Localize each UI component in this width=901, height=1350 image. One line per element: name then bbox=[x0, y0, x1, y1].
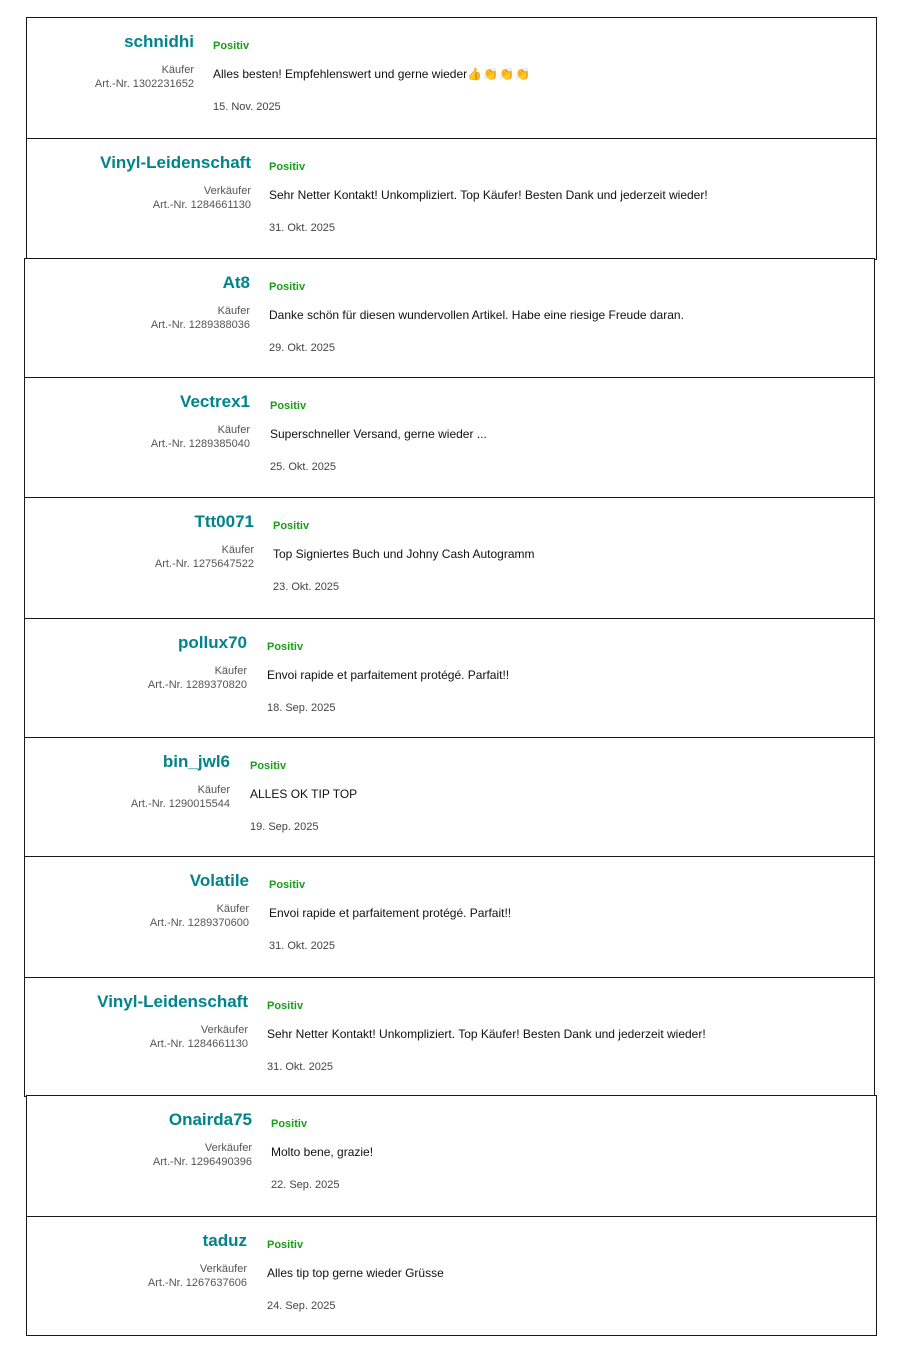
article-number: Art.-Nr. 1289370600 bbox=[149, 917, 249, 929]
user-role: Käufer bbox=[161, 64, 194, 76]
username-link[interactable]: Onairda75 bbox=[168, 1110, 252, 1129]
thumbs-clap-emoji-icon: 👍👏👏👏 bbox=[467, 67, 531, 81]
rating-badge: Positiv bbox=[250, 760, 287, 772]
feedback-card bbox=[24, 497, 875, 620]
username-link[interactable]: Vectrex1 bbox=[180, 392, 250, 411]
username-link[interactable]: Ttt0071 bbox=[194, 512, 254, 531]
feedback-card bbox=[24, 737, 875, 858]
feedback-date: 15. Nov. 2025 bbox=[213, 101, 281, 113]
feedback-date: 24. Sep. 2025 bbox=[267, 1300, 336, 1312]
username-link[interactable]: At8 bbox=[222, 273, 250, 292]
rating-badge: Positiv bbox=[213, 40, 250, 52]
user-role: Käufer bbox=[221, 544, 254, 556]
feedback-card bbox=[26, 1095, 877, 1218]
feedback-date: 19. Sep. 2025 bbox=[250, 821, 319, 833]
article-number: Art.-Nr. 1275647522 bbox=[154, 558, 254, 570]
username-link[interactable]: Volatile bbox=[189, 871, 249, 890]
feedback-card bbox=[26, 17, 877, 139]
article-number: Art.-Nr. 1296490396 bbox=[152, 1156, 252, 1168]
feedback-card bbox=[24, 377, 875, 499]
feedback-card bbox=[26, 138, 877, 260]
feedback-date: 29. Okt. 2025 bbox=[269, 342, 336, 354]
user-role: Verkäufer bbox=[204, 1142, 252, 1154]
article-number: Art.-Nr. 1302231652 bbox=[94, 78, 194, 90]
article-number: Art.-Nr. 1284661130 bbox=[149, 1038, 248, 1050]
feedback-comment: Sehr Netter Kontakt! Unkompliziert. Top Käufer! Besten Dank und jederzeit wieder! bbox=[267, 1027, 706, 1041]
username-link[interactable]: schnidhi bbox=[124, 32, 194, 51]
feedback-card bbox=[24, 618, 875, 739]
feedback-comment-text: Alles besten! Empfehlenswert und gerne wieder bbox=[213, 67, 468, 81]
article-number: Art.-Nr. 1290015544 bbox=[130, 798, 230, 810]
feedback-comment: ALLES OK TIP TOP bbox=[250, 787, 358, 801]
feedback-comment: Alles tip top gerne wieder Grüsse bbox=[267, 1266, 444, 1280]
feedback-comment: Top Signiertes Buch und Johny Cash Autogramm bbox=[273, 547, 535, 561]
feedback-comment: Molto bene, grazie! bbox=[271, 1145, 374, 1159]
article-number: Art.-Nr. 1289388036 bbox=[150, 319, 250, 331]
rating-badge: Positiv bbox=[269, 879, 306, 891]
username-link[interactable]: Vinyl-Leidenschaft bbox=[100, 153, 251, 172]
feedback-date: 25. Okt. 2025 bbox=[270, 461, 337, 473]
feedback-comment: Superschneller Versand, gerne wieder ... bbox=[270, 427, 487, 441]
rating-badge: Positiv bbox=[269, 161, 306, 173]
feedback-card bbox=[24, 977, 875, 1097]
feedback-comment: Sehr Netter Kontakt! Unkompliziert. Top Käufer! Besten Dank und jederzeit wieder! bbox=[269, 188, 708, 202]
article-number: Art.-Nr. 1284661130 bbox=[152, 199, 251, 211]
user-role: Käufer bbox=[217, 424, 250, 436]
user-role: Käufer bbox=[217, 305, 250, 317]
user-role: Käufer bbox=[216, 903, 249, 915]
feedback-date: 31. Okt. 2025 bbox=[269, 940, 336, 952]
feedback-card bbox=[24, 258, 875, 379]
feedback-date: 31. Okt. 2025 bbox=[267, 1061, 334, 1073]
feedback-comment: Envoi rapide et parfaitement protégé. Parfait!! bbox=[267, 668, 510, 682]
username-link[interactable]: taduz bbox=[202, 1231, 247, 1250]
feedback-date: 18. Sep. 2025 bbox=[267, 702, 336, 714]
article-number: Art.-Nr. 1267637606 bbox=[147, 1277, 247, 1289]
user-role: Verkäufer bbox=[199, 1263, 247, 1275]
feedback-date: 22. Sep. 2025 bbox=[271, 1179, 340, 1191]
feedback-comment: Danke schön für diesen wundervollen Artikel. Habe eine riesige Freude daran. bbox=[269, 308, 684, 322]
rating-badge: Positiv bbox=[267, 641, 304, 653]
feedback-card bbox=[24, 856, 875, 979]
article-number: Art.-Nr. 1289370820 bbox=[147, 679, 247, 691]
rating-badge: Positiv bbox=[267, 1000, 304, 1012]
user-role: Verkäufer bbox=[200, 1024, 248, 1036]
rating-badge: Positiv bbox=[267, 1239, 304, 1251]
rating-badge: Positiv bbox=[270, 400, 307, 412]
rating-badge: Positiv bbox=[273, 520, 310, 532]
user-role: Käufer bbox=[214, 665, 247, 677]
user-role: Käufer bbox=[197, 784, 230, 796]
username-link[interactable]: Vinyl-Leidenschaft bbox=[97, 992, 248, 1011]
rating-badge: Positiv bbox=[269, 281, 306, 293]
user-role: Verkäufer bbox=[203, 185, 251, 197]
feedback-comment bbox=[213, 67, 531, 81]
article-number: Art.-Nr. 1289385040 bbox=[150, 438, 250, 450]
rating-badge: Positiv bbox=[271, 1118, 308, 1130]
username-link[interactable]: pollux70 bbox=[178, 633, 247, 652]
feedback-date: 23. Okt. 2025 bbox=[273, 581, 340, 593]
feedback-date: 31. Okt. 2025 bbox=[269, 222, 336, 234]
feedback-comment: Envoi rapide et parfaitement protégé. Parfait!! bbox=[269, 906, 512, 920]
username-link[interactable]: bin_jwl6 bbox=[162, 752, 230, 771]
feedback-card bbox=[26, 1216, 877, 1336]
